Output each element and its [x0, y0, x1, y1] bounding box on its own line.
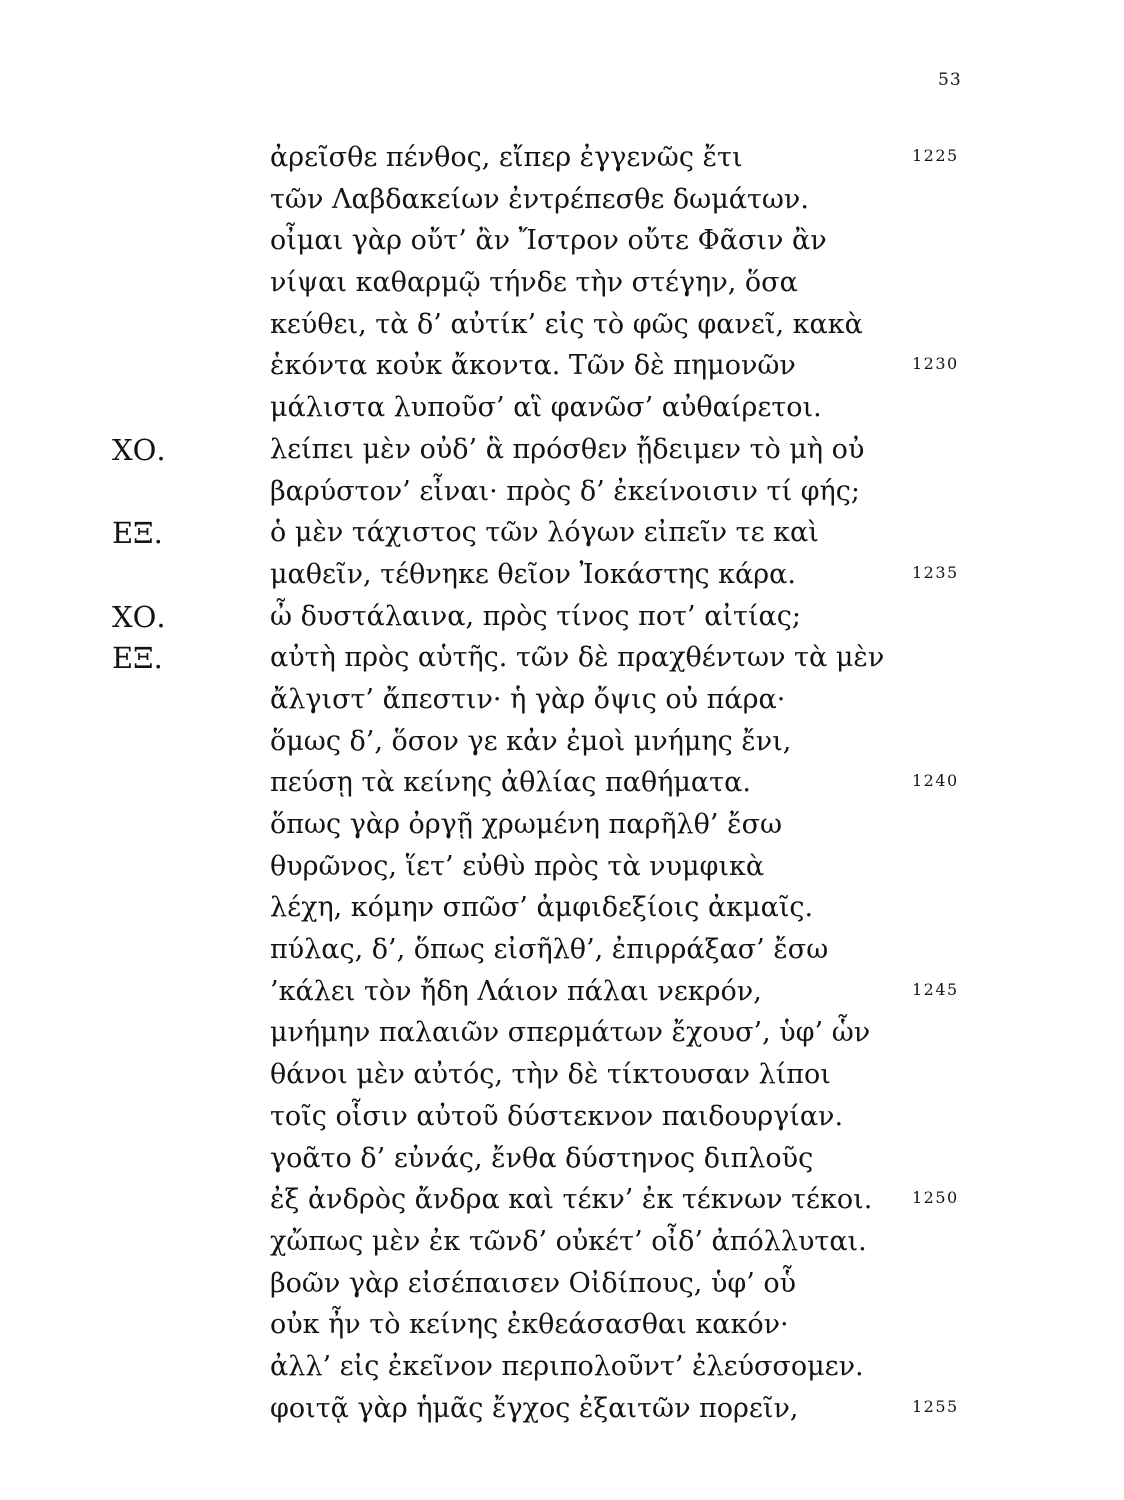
verse-line	[0, 305, 1124, 347]
verse-text: ὁ μὲν τάχιστος τῶν λόγων εἰπεῖν τε καὶ	[270, 517, 819, 549]
verse-line	[0, 1347, 1124, 1389]
verse-line	[0, 513, 1124, 555]
verse-line	[0, 680, 1124, 722]
verse-line	[0, 805, 1124, 847]
verse-line	[0, 346, 1124, 388]
verse-text: πύλας, δ’, ὅπως εἰσῆλθ’, ἐπιρράξασ’ ἔσω	[270, 934, 829, 966]
verse-block	[0, 138, 1124, 1430]
verse-text: οἶμαι γὰρ οὔτ’ ἂν Ἴστρον οὔτε Φᾶσιν ἂν	[270, 225, 827, 257]
verse-line	[0, 472, 1124, 514]
speaker-label: ΕΞ.	[112, 516, 163, 551]
verse-line	[0, 263, 1124, 305]
verse-text: θυρῶνος, ἵετ’ εὐθὺ πρὸς τὰ νυμφικὰ	[270, 850, 765, 882]
verse-text: ἐξ ἀνδρὸς ἄνδρα καὶ τέκν’ ἐκ τέκνων τέκοι.	[270, 1184, 873, 1216]
verse-line	[0, 555, 1124, 597]
verse-text: κεύθει, τὰ δ’ αὐτίκ’ εἰς τὸ φῶς φανεῖ, κακὰ	[270, 308, 863, 340]
verse-text: τοῖς οἷσιν αὐτοῦ δύστεκνον παιδουργίαν.	[270, 1100, 844, 1132]
verse-text: τῶν Λαβδακείων ἐντρέπεσθε δωμάτων.	[270, 183, 809, 215]
verse-text: φοιτᾷ γὰρ ἡμᾶς ἔγχος ἐξαιτῶν πορεῖν,	[270, 1392, 799, 1424]
verse-text: ὦ δυστάλαινα, πρὸς τίνος ποτ’ αἰτίας;	[270, 600, 801, 632]
verse-text: ἄλγιστ’ ἄπεστιν· ἡ γὰρ ὄψις οὐ πάρα·	[270, 683, 786, 715]
verse-text: ’κάλει τὸν ἤδη Λάιον πάλαι νεκρόν,	[270, 975, 762, 1007]
verse-line	[0, 430, 1124, 472]
line-number: 1255	[912, 1396, 959, 1416]
verse-text: ὅπως γὰρ ὀργῇ χρωμένη παρῆλθ’ ἔσω	[270, 809, 783, 840]
verse-line	[0, 1055, 1124, 1097]
verse-text: θάνοι μὲν αὐτός, τὴν δὲ τίκτουσαν λίποι	[270, 1059, 831, 1091]
verse-line	[0, 888, 1124, 930]
line-number: 1250	[912, 1188, 959, 1208]
line-number: 1235	[912, 562, 959, 582]
verse-line	[0, 847, 1124, 889]
verse-line	[0, 930, 1124, 972]
verse-line	[0, 388, 1124, 430]
verse-text: μάλιστα λυποῦσ’ αἳ φανῶσ’ αὐθαίρετοι.	[270, 392, 822, 424]
verse-text: βοῶν γὰρ εἰσέπαισεν Οἰδίπους, ὑφ’ οὗ	[270, 1267, 797, 1299]
line-number: 1230	[912, 354, 959, 374]
verse-line	[0, 638, 1124, 680]
verse-text: νίψαι καθαρμῷ τήνδε τὴν στέγην, ὅσα	[270, 267, 798, 299]
verse-line	[0, 972, 1124, 1014]
verse-text: ἀρεῖσθε πένθος, εἴπερ ἐγγενῶς ἔτι	[270, 142, 743, 173]
verse-line	[0, 221, 1124, 263]
verse-line	[0, 1305, 1124, 1347]
line-number: 1240	[912, 771, 959, 791]
verse-line	[0, 763, 1124, 805]
verse-text: ὅμως δ’, ὅσον γε κἀν ἐμοὶ μνήμης ἔνι,	[270, 725, 792, 757]
verse-text: λέχη, κόμην σπῶσ’ ἀμφιδεξίοις ἀκμαῖς.	[270, 892, 814, 924]
verse-text: βαρύστον’ εἶναι· πρὸς δ’ ἐκείνοισιν τί φής;	[270, 475, 860, 507]
speaker-label: ΧΟ.	[112, 599, 166, 634]
verse-line	[0, 1097, 1124, 1139]
verse-line	[0, 1180, 1124, 1222]
verse-text: οὐκ ἦν τὸ κείνης ἐκθεάσασθαι κακόν·	[270, 1309, 789, 1341]
verse-line	[0, 597, 1124, 639]
verse-line	[0, 180, 1124, 222]
verse-line	[0, 138, 1124, 180]
speaker-label: ΕΞ.	[112, 641, 163, 676]
verse-line	[0, 1139, 1124, 1181]
verse-line	[0, 1013, 1124, 1055]
line-number: 1225	[912, 146, 959, 165]
verse-text: χὤπως μὲν ἐκ τῶνδ’ οὐκέτ’ οἶδ’ ἀπόλλυται.	[270, 1225, 867, 1257]
verse-text: αὐτὴ πρὸς αὑτῆς. τῶν δὲ πραχθέντων τὰ μὲν	[270, 642, 885, 674]
verse-line	[0, 1222, 1124, 1264]
verse-text: ἑκόντα κοὐκ ἄκοντα. Τῶν δὲ πημονῶν	[270, 350, 796, 382]
speaker-label: ΧΟ.	[112, 432, 166, 467]
verse-text: μνήμην παλαιῶν σπερμάτων ἔχουσ’, ὑφ’ ὧν	[270, 1017, 871, 1049]
verse-text: μαθεῖν, τέθνηκε θεῖον Ἰοκάστης κάρα.	[270, 558, 796, 590]
verse-text: ἀλλ’ εἰς ἐκεῖνον περιπολοῦντ’ ἐλεύσσομεν.	[270, 1350, 864, 1382]
verse-line	[0, 1389, 1124, 1431]
verse-text: γοᾶτο δ’ εὐνάς, ἔνθα δύστηνος διπλοῦς	[270, 1142, 814, 1174]
page-number: 53	[938, 70, 962, 90]
verse-line	[0, 722, 1124, 764]
verse-line	[0, 1264, 1124, 1306]
line-number: 1245	[912, 979, 959, 999]
verse-text: πεύσῃ τὰ κείνης ἀθλίας παθήματα.	[270, 767, 751, 799]
verse-text: λείπει μὲν οὐδ’ ἃ πρόσθεν ᾔδειμεν τὸ μὴ οὐ	[270, 433, 865, 465]
